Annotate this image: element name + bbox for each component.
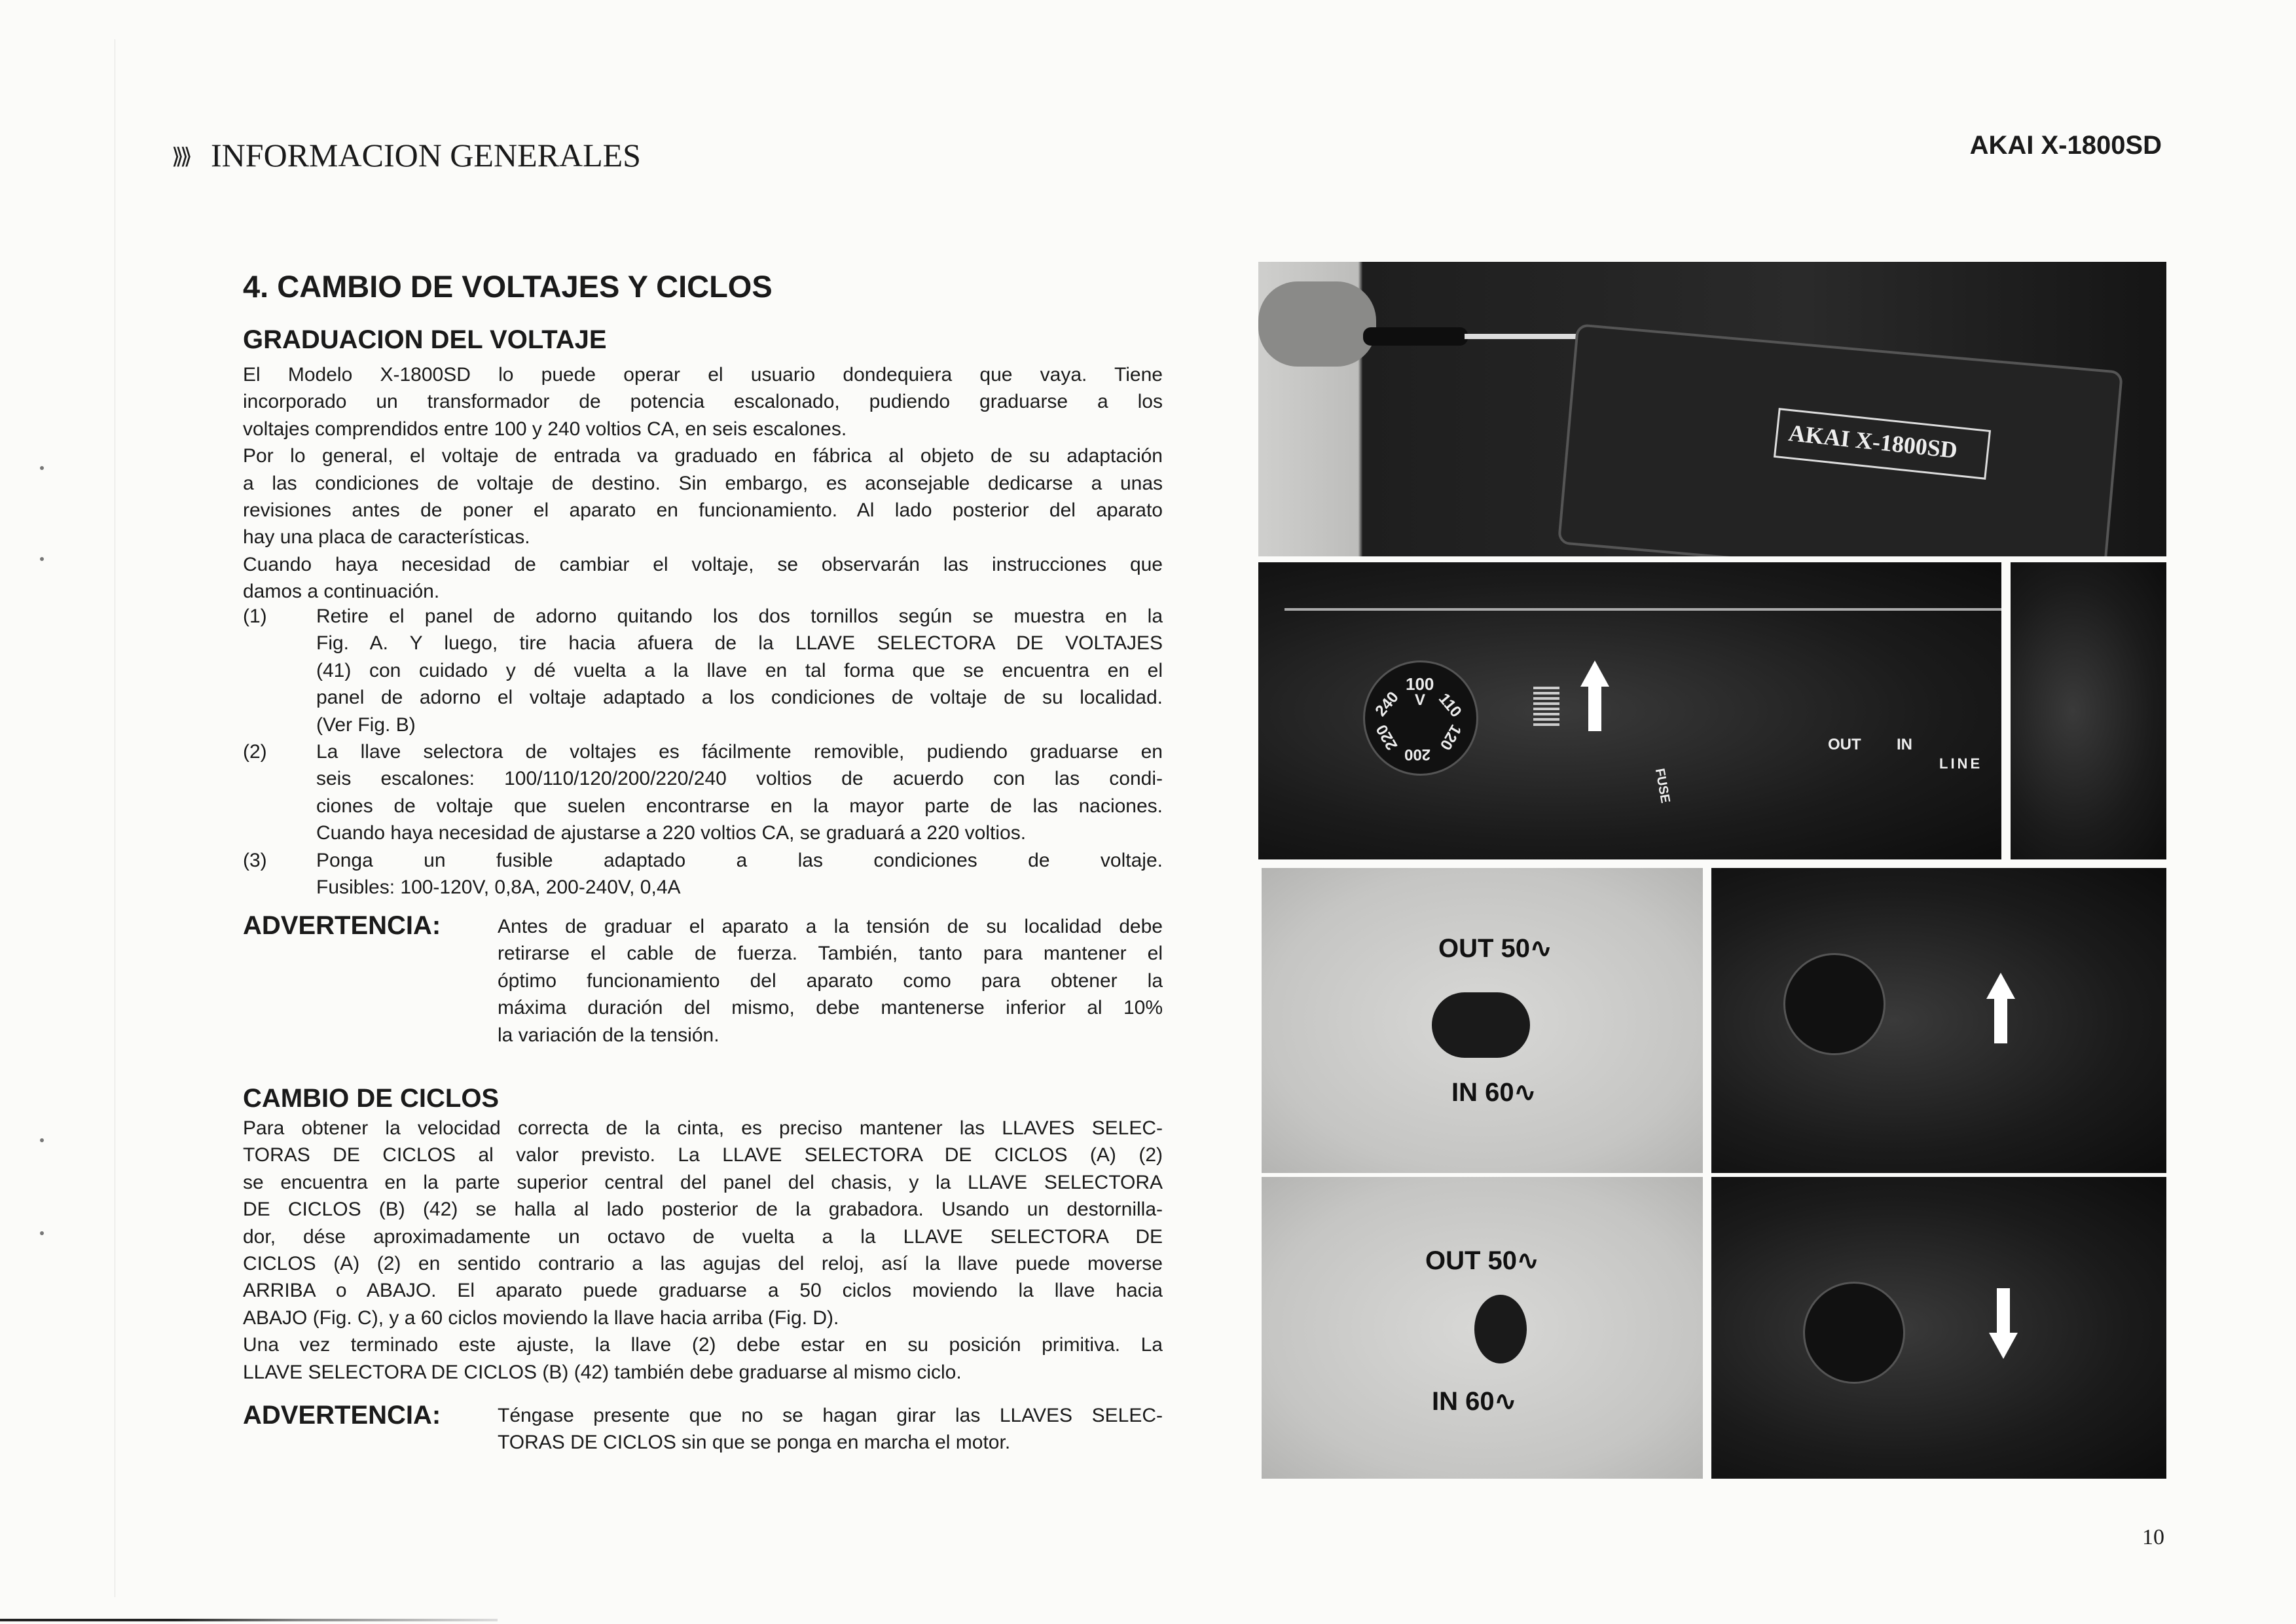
dial-label: V	[1415, 691, 1426, 709]
text-line: TORAS DE CICLOS sin que se ponga en marcha el motor.	[498, 1432, 1011, 1454]
photo-fig-d-panel	[1711, 1177, 2166, 1479]
photo-fig-d-cycle-switch	[1262, 1177, 1703, 1479]
text-line: hay una placa de características.	[243, 526, 530, 549]
cycle-out-label: OUT 50∿	[1438, 934, 1552, 963]
dial-label: 110	[1434, 690, 1465, 721]
text-line: (41) con cuidado y dé vuelta a la llave en tal forma que se encuentra en el	[316, 659, 1163, 681]
text-line: incorporado un transformador de potencia escalonado, pudiendo graduarse a los	[243, 391, 1163, 413]
text-line: a las condiciones de voltaje de destino. Sin embargo, es aconsejable dedicarse a unas	[243, 472, 1163, 494]
chassis-edge	[1285, 608, 2001, 611]
text-line: El Modelo X-1800SD lo puede operar el usuario dondequiera que vaya. Tiene	[243, 364, 1163, 386]
text-line: óptimo funcionamiento del aparato como para obtener la	[498, 969, 1163, 992]
screwdriver-handle	[1363, 327, 1468, 346]
binding-hole-mark	[40, 1138, 44, 1142]
text-line: dor, dése aproximadamente un octavo de vuelta a la LLAVE SELECTORA DE	[243, 1225, 1163, 1248]
arrow-down-icon	[1989, 1333, 2018, 1359]
text-line: Fusibles: 100-120V, 0,8A, 200-240V, 0,4A	[316, 876, 681, 899]
section-header-text: INFORMACION GENERALES	[211, 137, 641, 173]
text-line: panel de adorno el voltaje adaptado a los condiciones de voltaje de su localidad.	[316, 687, 1163, 709]
binding-hole-mark	[40, 466, 44, 470]
dial-label: 220	[1372, 721, 1402, 753]
text-line: damos a continuación.	[243, 581, 440, 603]
text-line: Antes de graduar el aparato a la tensión de su localidad debe	[498, 916, 1163, 937]
model-header: AKAI X-1800SD	[1969, 131, 2162, 160]
binding-hole-mark	[40, 557, 44, 561]
text-line: (Ver Fig. B)	[316, 713, 416, 736]
text-line: retirarse el cable de fuerza. También, tanto para mantener el	[498, 943, 1163, 965]
text-line: se encuentra en la parte superior central del panel del chasis, y la LLAVE SELECTORA	[243, 1171, 1163, 1193]
text-line: Para obtener la velocidad correcta de la cinta, es preciso mantener las LLAVES SELEC-	[243, 1117, 1163, 1139]
cycle-knob	[1432, 992, 1530, 1058]
text-line: Retire el panel de adorno quitando los dos tornillos según se muestra en la	[316, 605, 1163, 627]
text-line: Cuando haya necesidad de ajustarse a 220 voltios CA, se graduará a 220 voltios.	[316, 822, 1027, 844]
arrow-up-icon	[1986, 973, 2015, 999]
voltage-heading: GRADUACION DEL VOLTAJE	[243, 325, 607, 354]
scan-bottom-edge	[0, 1619, 498, 1621]
page-title: 4. CAMBIO DE VOLTAJES Y CICLOS	[243, 269, 773, 304]
voltage-dial	[1363, 660, 1478, 776]
arrow-down-shaft	[1997, 1288, 2010, 1334]
text-line: DE CICLOS (B) (42) se halla al lado posterior de la grabadora. Usando un destornilla-	[243, 1199, 1163, 1221]
text-line: La llave selectora de voltajes es fácilmente removible, pudiendo graduarse en	[316, 741, 1163, 763]
warning-label: ADVERTENCIA:	[243, 1401, 441, 1430]
section-header	[172, 136, 641, 174]
step-text	[316, 603, 1163, 738]
photo-fig-b-detail	[2011, 562, 2166, 859]
text-line: Cuando haya necesidad de cambiar el voltaje, se observarán las instrucciones que	[243, 553, 1163, 575]
cycle-knob	[1474, 1295, 1527, 1363]
step-text	[316, 738, 1163, 847]
step-item	[243, 847, 1163, 901]
text-line: revisiones antes de poner el aparato en funcionamiento. Al lado posterior del aparato	[243, 499, 1163, 522]
cycles-heading: CAMBIO DE CICLOS	[243, 1084, 500, 1113]
cycle-out-label: OUT 50∿	[1425, 1246, 1539, 1275]
cycle-slide-switch	[1533, 687, 1559, 726]
line-label: LINE	[1939, 755, 1983, 772]
text-line: ARRIBA o ABAJO. El aparato puede graduarse a 50 ciclos moviendo la llave hacia	[243, 1280, 1163, 1302]
fuse-label: FUSE	[1652, 767, 1673, 804]
page-number: 10	[2142, 1525, 2164, 1549]
text-line: LLAVE SELECTORA DE CICLOS (B) (42) también debe graduarse al mismo ciclo.	[243, 1361, 962, 1383]
text-line: Una vez terminado este ajuste, la llave (2) debe estar en su posición primitiva. La	[243, 1334, 1163, 1356]
text-line: ABAJO (Fig. C), y a 60 ciclos moviendo la llave hacia arriba (Fig. D).	[243, 1307, 839, 1329]
jack-in-label: IN	[1897, 736, 1912, 753]
dial-label: 240	[1372, 688, 1402, 720]
text-line: CICLOS (A) (2) en sentido contrario a las agujas del reloj, así la llave puede moverse	[243, 1253, 1163, 1275]
step-number: (2)	[243, 741, 267, 763]
arrow-up-icon	[1580, 660, 1609, 687]
cycles-warning-text	[498, 1402, 1163, 1456]
cycles-text	[243, 1115, 1163, 1386]
section-marker-icon: ⟫⟫	[172, 145, 189, 169]
photo-fig-c-panel	[1711, 868, 2166, 1173]
voltage-intro	[243, 361, 1163, 605]
arrow-up-shaft	[1994, 998, 2007, 1043]
dial-label: 120	[1436, 721, 1465, 753]
dial-label: 100	[1406, 674, 1434, 694]
arrow-up-shaft	[1588, 685, 1601, 731]
text-line: ciones de voltaje que suelen encontrarse en la mayor parte de las naciones.	[316, 795, 1163, 817]
step-number: (1)	[243, 605, 267, 627]
text-line: la variación de la tensión.	[498, 1024, 720, 1046]
voltage-dial	[1803, 1282, 1905, 1384]
step-item	[243, 603, 1163, 738]
voltage-warning-text	[498, 913, 1163, 1049]
binding-hole-mark	[40, 1231, 44, 1235]
step-text	[316, 847, 1163, 901]
step-number: (3)	[243, 849, 267, 871]
cycle-in-label: IN 60∿	[1432, 1387, 1517, 1416]
nameplate-text: AKAI X-1800SD	[1787, 420, 1959, 463]
text-line: Fig. A. Y luego, tire hacia afuera de la LLAVE SELECTORA DE VOLTAJES	[316, 632, 1163, 655]
text-line: voltajes comprendidos entre 100 y 240 voltios CA, en seis escalones.	[243, 418, 847, 440]
hand-shape	[1258, 281, 1376, 367]
text-line: máxima duración del mismo, debe mantenerse inferior al 10%	[498, 997, 1163, 1019]
cycle-in-label: IN 60∿	[1451, 1078, 1537, 1107]
voltage-steps	[243, 603, 1163, 901]
jack-out-label: OUT	[1828, 736, 1861, 753]
step-item	[243, 738, 1163, 847]
warning-label: ADVERTENCIA:	[243, 911, 441, 940]
photo-fig-c-cycle-switch	[1262, 868, 1703, 1173]
dial-label: 200	[1404, 746, 1431, 763]
text-line: seis escalones: 100/110/120/200/220/240 voltios de acuerdo con las condi-	[316, 768, 1163, 790]
text-line: Ponga un fusible adaptado a las condiciones de voltaje.	[316, 849, 1163, 871]
text-line: TORAS DE CICLOS al valor previsto. La LLAVE SELECTORA DE CICLOS (A) (2)	[243, 1144, 1163, 1166]
text-line: Téngase presente que no se hagan girar las LLAVES SELEC-	[498, 1405, 1163, 1426]
photo-fig-a-screwdriver	[1258, 262, 2166, 556]
text-line: Por lo general, el voltaje de entrada va graduado en fábrica al objeto de su adaptación	[243, 445, 1163, 467]
photo-fig-b-voltage-selector	[1258, 562, 2001, 859]
voltage-dial	[1783, 953, 1886, 1055]
